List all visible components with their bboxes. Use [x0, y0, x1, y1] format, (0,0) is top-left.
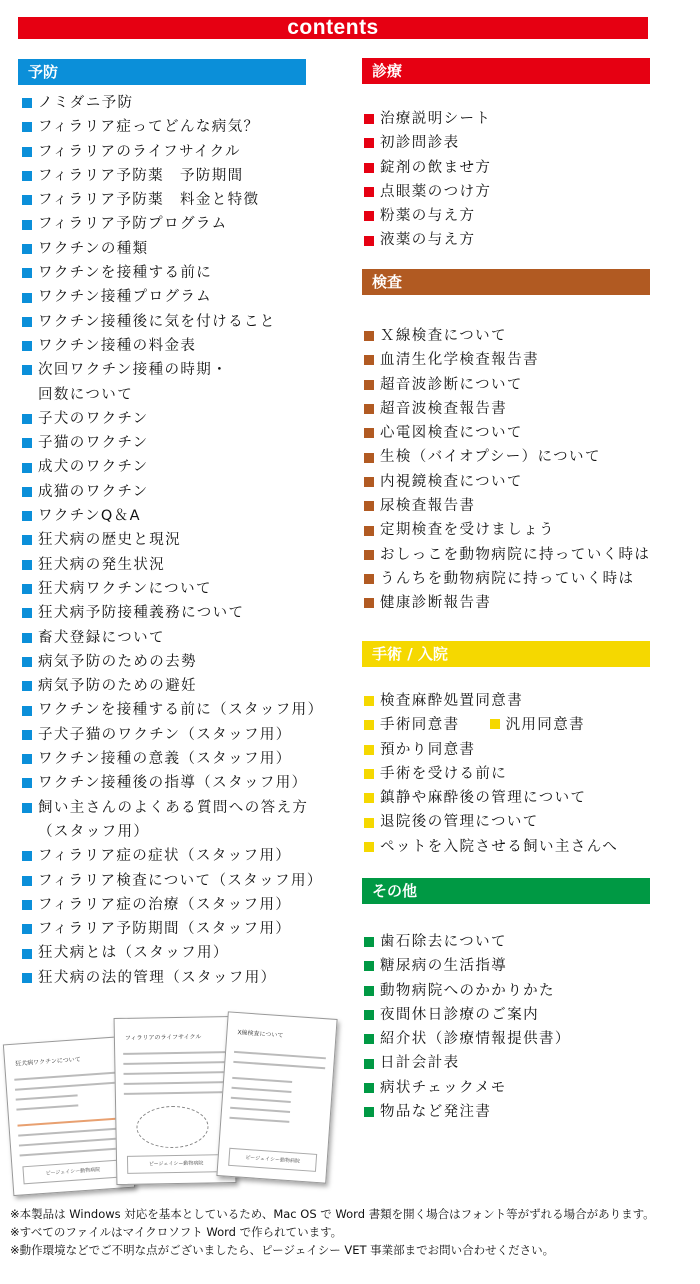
list-item-label: 病気予防のための去勢 [38, 653, 197, 670]
list-item-label: 生検（バイオプシー）について [380, 449, 601, 466]
list-item [22, 869, 323, 893]
list-item [364, 1100, 571, 1124]
list-item [22, 553, 323, 577]
list-item-label: フィラリア予防薬 予防期間 [38, 167, 244, 184]
list-item-label: 糖尿病の生活指導 [380, 958, 508, 975]
square-bullet-icon [364, 986, 374, 996]
list-item [22, 528, 323, 552]
list-item-label: 畜犬登録について [38, 629, 165, 646]
square-bullet-icon [364, 550, 374, 560]
list-item [364, 1076, 571, 1100]
square-bullet-icon [364, 1059, 374, 1069]
list-item-label: 狂犬病の歴史と現況 [38, 532, 182, 549]
list-item-label: 健康診断報告書 [380, 595, 492, 612]
list-item-label: 病状チェックメモ [380, 1079, 507, 1096]
list-item [22, 893, 323, 917]
section-title-sonota: その他 [372, 882, 418, 900]
list-item-label: 手術同意書 [380, 717, 460, 734]
square-bullet-icon [22, 365, 32, 375]
list-item [22, 261, 323, 285]
section-title-shinryo: 診療 [372, 62, 403, 80]
list-item [364, 930, 571, 954]
list-item [364, 689, 618, 713]
list-item [22, 115, 323, 139]
footnotes [10, 1205, 700, 1259]
list-item-label: フィラリア予防薬 料金と特徴 [38, 192, 260, 209]
list-item-continuation: 回数について [38, 386, 134, 403]
list-item-label: ワクチン接種の料金表 [38, 337, 197, 354]
list-item-label: ペットを入院させる飼い主さんへ [380, 838, 619, 855]
list-item [364, 738, 618, 762]
square-bullet-icon [22, 681, 32, 691]
list-item-label: 歯石除去について [380, 934, 507, 950]
sonota-list [364, 930, 571, 1124]
document-thumbnail-3 [216, 1011, 337, 1183]
list-item [22, 917, 323, 941]
square-bullet-icon [22, 438, 32, 448]
square-bullet-icon [22, 754, 32, 764]
list-item [364, 204, 491, 228]
list-item [22, 723, 323, 747]
list-item-label: 成犬のワクチン [38, 459, 149, 476]
list-item [22, 844, 323, 868]
list-item-label: 飼い主さんのよくある質問への答え方 [38, 799, 309, 816]
list-item-label: 鎮静や麻酔後の管理について [380, 790, 587, 807]
square-bullet-icon [22, 171, 32, 181]
list-item [22, 407, 323, 431]
square-bullet-icon [364, 745, 374, 755]
square-bullet-icon [364, 236, 374, 246]
list-item-label: ノミダニ予防 [38, 95, 134, 111]
square-bullet-icon [364, 1034, 374, 1044]
list-item [364, 494, 650, 518]
list-item-label: フィラリア予防プログラム [38, 216, 228, 233]
list-item [22, 91, 323, 115]
list-item-label: 紹介状（診療情報提供書） [380, 1031, 571, 1048]
square-bullet-icon [22, 584, 32, 594]
shinryo-list [364, 107, 491, 253]
list-item-label: うんちを動物病院に持っていく時は [380, 570, 635, 587]
list-item [364, 567, 650, 591]
square-bullet-icon [364, 163, 374, 173]
list-item [364, 954, 571, 978]
list-item [364, 1003, 571, 1027]
square-bullet-icon [364, 696, 374, 706]
square-bullet-icon [22, 244, 32, 254]
list-item [22, 455, 323, 479]
square-bullet-icon [22, 608, 32, 618]
list-item-label: フィラリアのライフサイクル [38, 143, 241, 160]
list-item [22, 358, 323, 407]
list-item [22, 285, 323, 309]
list-item-label: 退院後の管理について [380, 814, 539, 831]
list-item [22, 650, 323, 674]
square-bullet-icon [22, 851, 32, 861]
thumbnail-1-footer: ピージェイシー動物病院 [22, 1159, 123, 1184]
square-bullet-icon [22, 487, 32, 497]
square-bullet-icon [364, 574, 374, 584]
square-bullet-icon [364, 211, 374, 221]
list-item [364, 835, 618, 859]
square-bullet-icon [22, 778, 32, 788]
list-item [22, 504, 323, 528]
thumbnail-3-footer: ピージェイシー動物病院 [228, 1148, 317, 1172]
list-item [22, 212, 323, 236]
square-bullet-icon [22, 511, 32, 521]
square-bullet-icon [364, 720, 374, 730]
list-item [364, 786, 618, 810]
list-item-label: 物品など発注書 [380, 1104, 492, 1121]
list-item-label: 子犬のワクチン [38, 410, 149, 427]
square-bullet-icon [364, 114, 374, 124]
square-bullet-icon [22, 706, 32, 716]
square-bullet-icon [364, 818, 374, 828]
list-item [22, 747, 323, 771]
list-item-label: 成猫のワクチン [38, 483, 149, 500]
square-bullet-icon [364, 598, 374, 608]
list-item-label: 尿検査報告書 [380, 498, 476, 515]
list-item-label: 内視鏡検査について [380, 473, 523, 490]
square-bullet-icon [364, 1083, 374, 1093]
square-bullet-icon [22, 730, 32, 740]
list-item-label: フィラリア検査について（スタッフ用） [38, 872, 323, 889]
square-bullet-icon [364, 769, 374, 779]
yobo-list [22, 91, 323, 990]
list-item-label: 子猫のワクチン [38, 435, 149, 452]
list-item-label: 錠剤の飲ませ方 [380, 159, 492, 176]
footnote-1: ※本製品は Windows 対応を基本としているため、Mac OS で Word 書類を開く場合はフォント等がずれる場合があります。 [10, 1207, 655, 1221]
square-bullet-icon [22, 463, 32, 473]
square-bullet-icon [22, 535, 32, 545]
list-item [364, 131, 491, 155]
list-item [22, 626, 323, 650]
list-item-label: フィラリア症の治療（スタッフ用） [38, 896, 292, 913]
list-item-label: 粉薬の与え方 [380, 208, 476, 225]
list-item-label: 動物病院へのかかりかた [380, 982, 555, 999]
list-item [22, 796, 323, 845]
list-item-label: 血清生化学検査報告書 [380, 352, 539, 369]
list-item [22, 310, 323, 334]
list-item [22, 698, 323, 722]
list-item-label: 預かり同意書 [380, 741, 476, 758]
list-item-label: ワクチンQ＆A [38, 508, 141, 525]
list-item [22, 431, 323, 455]
list-item [364, 1051, 571, 1075]
list-item-secondary [490, 717, 586, 733]
list-item [22, 601, 323, 625]
section-title-yobo: 予防 [28, 63, 59, 81]
list-item-continuation: （スタッフ用） [38, 823, 150, 840]
square-bullet-icon [364, 331, 374, 341]
list-item [364, 713, 618, 737]
list-item-label: 液薬の与え方 [380, 232, 476, 249]
footnote-2: ※すべてのファイルはマイクロソフト Word で作られています。 [10, 1225, 343, 1239]
square-bullet-icon [22, 98, 32, 108]
square-bullet-icon [22, 973, 32, 983]
list-item [364, 591, 650, 615]
list-item [22, 674, 323, 698]
list-item [364, 156, 491, 180]
list-item-label: フィラリア予防期間（スタッフ用） [38, 921, 292, 938]
list-item [364, 228, 491, 252]
list-item-label: 手術を受ける前に [380, 765, 508, 782]
list-item [364, 421, 650, 445]
list-item-label: 夜間休日診療のご案内 [380, 1006, 539, 1023]
square-bullet-icon [22, 195, 32, 205]
list-item-label: 次回ワクチン接種の時期・ [38, 362, 229, 379]
square-bullet-icon [22, 268, 32, 278]
section-header-sonota [362, 878, 650, 904]
list-item [364, 324, 650, 348]
square-bullet-icon [364, 842, 374, 852]
list-item-label: ワクチンを接種する前に [38, 265, 213, 282]
list-item [364, 1027, 571, 1051]
list-item [364, 107, 491, 131]
list-item-label: 狂犬病予防接種義務について [38, 605, 245, 622]
square-bullet-icon [22, 560, 32, 570]
square-bullet-icon [364, 937, 374, 947]
list-item-label: 病気予防のための避妊 [38, 678, 197, 695]
kensa-list [364, 324, 650, 616]
square-bullet-icon [364, 1107, 374, 1117]
square-bullet-icon [22, 414, 32, 424]
square-bullet-icon [364, 477, 374, 487]
list-item-label: ワクチン接種の意義（スタッフ用） [38, 751, 292, 768]
section-title-shujutsu: 手術 / 入院 [372, 645, 448, 663]
list-item [364, 348, 650, 372]
square-bullet-icon [364, 793, 374, 803]
list-item-label: ワクチンの種類 [38, 240, 149, 257]
list-item-label: 狂犬病の発生状況 [38, 556, 166, 573]
list-item [22, 164, 323, 188]
square-bullet-icon [22, 122, 32, 132]
list-item-label: フィラリア症ってどんな病気？ [38, 119, 260, 136]
square-bullet-icon [364, 380, 374, 390]
list-item [22, 237, 323, 261]
square-bullet-icon [364, 138, 374, 148]
list-item-label: 初診問診表 [380, 135, 460, 152]
square-bullet-icon [364, 404, 374, 414]
list-item-label: 点眼薬のつけ方 [380, 183, 492, 200]
section-header-shinryo [362, 58, 650, 84]
section-header-kensa [362, 269, 650, 295]
list-item-label: 検査麻酔処置同意書 [380, 693, 524, 709]
square-bullet-icon [22, 147, 32, 157]
square-bullet-icon [364, 961, 374, 971]
square-bullet-icon [22, 317, 32, 327]
list-item [364, 762, 618, 786]
list-item [22, 771, 323, 795]
square-bullet-icon [22, 293, 32, 303]
list-item-label: 定期検査を受けましょう [380, 522, 555, 539]
list-item-label: 超音波診断について [380, 376, 523, 393]
list-item-label: 子犬子猫のワクチン（スタッフ用） [38, 726, 292, 743]
shujutsu-list [364, 689, 618, 859]
thumbnail-2-title: フィラリアのライフサイクル [124, 1033, 202, 1042]
list-item-label: ワクチン接種後に気を付けること [38, 313, 276, 330]
section-title-kensa: 検査 [372, 273, 403, 291]
square-bullet-icon [364, 187, 374, 197]
list-item-label: ワクチン接種後の指導（スタッフ用） [38, 775, 308, 792]
list-item-label: 狂犬病ワクチンについて [38, 580, 212, 597]
list-item-label: 汎用同意書 [505, 717, 585, 734]
square-bullet-icon [364, 526, 374, 536]
list-item [364, 470, 650, 494]
thumbnail-3-title: X線検査について [237, 1029, 284, 1040]
list-item-label: 日計会計表 [380, 1055, 460, 1072]
square-bullet-icon [22, 803, 32, 813]
square-bullet-icon [22, 633, 32, 643]
list-item-label: 狂犬病の法的管理（スタッフ用） [38, 969, 277, 986]
square-bullet-icon [22, 924, 32, 934]
list-item-label: ワクチン接種プログラム [38, 289, 213, 306]
section-header-yobo [18, 59, 306, 85]
list-item [364, 518, 650, 542]
list-item [364, 397, 650, 421]
list-item-label: 治療説明シート [380, 111, 492, 127]
list-item [22, 480, 323, 504]
list-item-label: 狂犬病とは（スタッフ用） [38, 945, 229, 962]
list-item [364, 180, 491, 204]
list-item [22, 941, 323, 965]
list-item [364, 373, 650, 397]
square-bullet-icon [22, 657, 32, 667]
square-bullet-icon [364, 1010, 374, 1020]
thumbnail-1-title: 狂犬病ワクチンについて [15, 1056, 81, 1068]
square-bullet-icon [22, 220, 32, 230]
list-item-label: フィラリア症の症状（スタッフ用） [38, 848, 292, 865]
list-item-label: 心電図検査について [380, 425, 523, 442]
square-bullet-icon [490, 719, 500, 729]
list-item-label: Ｘ線検査について [380, 328, 507, 344]
square-bullet-icon [364, 453, 374, 463]
square-bullet-icon [22, 341, 32, 351]
list-item [22, 140, 323, 164]
list-item [22, 966, 323, 990]
square-bullet-icon [22, 949, 32, 959]
footnote-3: ※動作環境などでご不明な点がございましたら、ピージェイシー VET 事業部までお問い合わせください。 [10, 1243, 555, 1257]
list-item [22, 334, 323, 358]
square-bullet-icon [22, 876, 32, 886]
section-header-shujutsu [362, 641, 650, 667]
thumbnail-2-footer: ピージェイシー動物病院 [127, 1154, 225, 1174]
list-item [364, 810, 618, 834]
list-item [22, 188, 323, 212]
list-item [364, 445, 650, 469]
square-bullet-icon [22, 900, 32, 910]
square-bullet-icon [364, 428, 374, 438]
square-bullet-icon [364, 501, 374, 511]
square-bullet-icon [364, 355, 374, 365]
list-item [22, 577, 323, 601]
list-item-label: 超音波検査報告書 [380, 400, 508, 417]
list-item [364, 979, 571, 1003]
list-item-label: おしっこを動物病院に持っていく時は [380, 546, 651, 563]
list-item-label: ワクチンを接種する前に（スタッフ用） [38, 702, 324, 719]
contents-banner: contents [18, 17, 648, 39]
list-item [364, 543, 650, 567]
